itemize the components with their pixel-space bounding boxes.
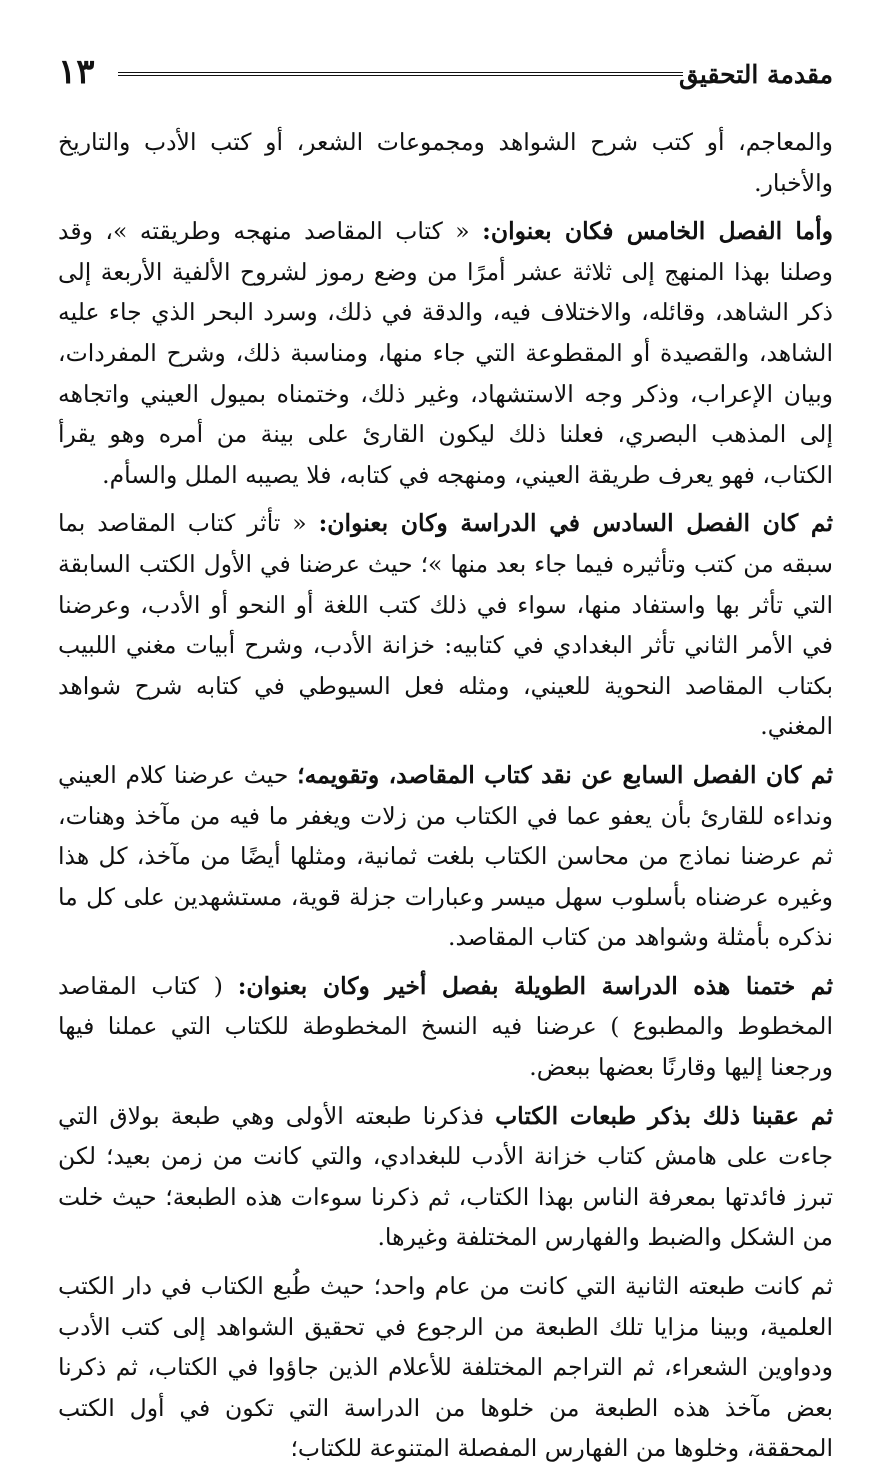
paragraph-text: « كتاب المقاصد منهجه وطريقته »، وقد وصلنا بهذا المنهج إلى ثلاثة عشر أمرًا من وضع رموز لشروح الألفية الأربعة إلى ذكر الشاهد، وقائله، والاختلاف فيه، والدقة في ذلك، وسرد البحر الذي جاء عليه الشاهد، والقصيدة أو المقطوعة التي جاء منها، ومناسبة ذلك، وشرح المفردات، وبيان الإعراب، وذكر وجه الاستشهاد، وغير ذلك، وختمناه بميول العيني واتجاهه إلى المذهب البصري، فعلنا ذلك ليكون القارئ على بينة من أمره وهو يقرأ الكتاب، فهو يعرف طريقة العيني، ومنهجه في كتابه، فلا يصيبه الملل والسأم. [58, 217, 833, 489]
paragraph [58, 211, 833, 495]
body-text [58, 122, 833, 1469]
paragraph [58, 755, 833, 958]
paragraph-lead: وأما الفصل الخامس فكان بعنوان: [482, 217, 834, 246]
paragraph-lead: ثم كان الفصل السابع عن نقد كتاب المقاصد، وتقويمه؛ [297, 760, 834, 789]
paragraph [58, 1266, 833, 1469]
paragraph-text: « تأثر كتاب المقاصد بما سبقه من كتب وتأثيره فيما جاء بعد منها »؛ حيث عرضنا في الأول الكتب السابقة التي تأثر بها واستفاد منها، سواء في ذلك كتب اللغة أو النحو أو الأدب، وعرضنا في الأمر الثاني تأثر البغدادي في كتابيه: خزانة الأدب، وشرح أبيات مغني اللبيب بكتاب المقاصد النحوية للعيني، ومثله فعل السيوطي في كتابه شرح شواهد المغني. [58, 509, 833, 741]
paragraph [58, 503, 833, 747]
paragraph-lead: ثم ختمنا هذه الدراسة الطويلة بفصل أخير وكان بعنوان: [237, 971, 833, 1000]
paragraph [58, 966, 833, 1088]
section-title: مقدمة التحقيق [679, 60, 833, 89]
paragraph-lead: ثم كان الفصل السادس في الدراسة وكان بعنوان: [318, 509, 834, 538]
paragraph-text: حيث عرضنا كلام العيني ونداءه للقارئ بأن يعفو عما في الكتاب من زلات ويغفر ما فيه من مآخذ وهنات، ثم عرضنا نماذج من محاسن الكتاب بلغت ثمانية، ومثلها أيضًا من مآخذ، كل هذا وغيره عرضناه بأسلوب سهل ميسر وعبارات جزلة قوية، مستشهدين على كل ما نذكره بأمثلة وشواهد من كتاب المقاصد. [58, 760, 833, 952]
header-rule [118, 72, 683, 76]
page-number: ١٣ [58, 52, 95, 92]
paragraph-text: ثم كانت طبعته الثانية التي كانت من عام واحد؛ حيث طُبع الكتاب في دار الكتب العلمية، وبينا مزايا تلك الطبعة من الرجوع في تحقيق الشواهد إلى كتب الأدب ودواوين الشعراء، ثم التراجم المختلفة للأعلام الذين جاؤوا في الكتاب، ثم ذكرنا بعض مآخذ هذه الطبعة من خلوها من الدراسة التي تكون في أول الكتب المحققة، وخلوها من الفهارس المفصلة المتنوعة للكتاب؛ [58, 1272, 833, 1463]
paragraph-text: فذكرنا طبعته الأولى وهي طبعة بولاق التي جاءت على هامش كتاب خزانة الأدب للبغدادي، والتي كانت من زمن بعيد؛ لكن تبرز فائدتها بمعرفة الناس بهذا الكتاب، ثم ذكرنا سوءات هذه الطبعة؛ حيث خلت من الشكل والضبط والفهارس المختلفة وغيرها. [58, 1101, 833, 1252]
paragraph [58, 1096, 833, 1258]
paragraph-text: والمعاجم، أو كتب شرح الشواهد ومجموعات الشعر، أو كتب الأدب والتاريخ والأخبار. [58, 128, 833, 197]
paragraph [58, 122, 833, 203]
paragraph-text: ( كتاب المقاصد المخطوط والمطبوع ) عرضنا فيه النسخ المخطوطة للكتاب التي عملنا فيها ورجعنا إليها وقارنًا بعضها ببعض. [58, 971, 833, 1082]
running-header [58, 52, 833, 96]
paragraph-lead: ثم عقبنا ذلك بذكر طبعات الكتاب [495, 1101, 833, 1130]
